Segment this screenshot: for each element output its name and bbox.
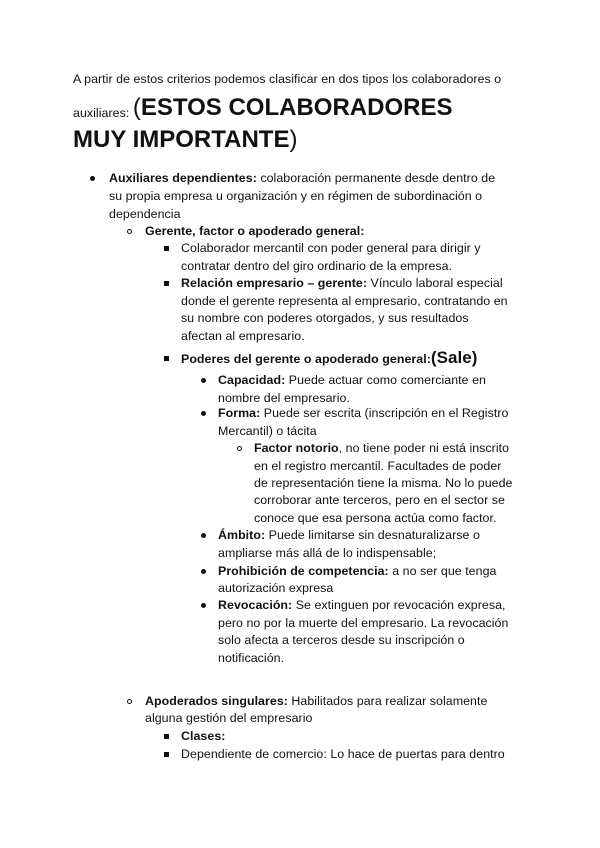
gerente-item2-line-1 (181, 275, 503, 291)
capacidad-text-1: Puede actuar como comerciante en (285, 373, 486, 387)
intro-auxiliares: auxiliares: (73, 106, 130, 120)
heading-part-2: MUY IMPORTANTE (73, 126, 290, 153)
bullet-dot (201, 411, 206, 416)
gerente-item2-line-3: su nombre con poderes otorgados, y sus resultados (181, 311, 469, 325)
relacion-title: Relación empresario – gerente: (181, 276, 368, 290)
gerente-item2-line-2: donde el gerente representa al empresario, contratando en (181, 294, 508, 308)
singulares-line-2: alguna gestión del empresario (145, 711, 313, 725)
bullet-square (164, 281, 169, 286)
revocacion-line-3: solo afecta a terceros desde su inscripción o (218, 633, 465, 647)
factor-line-5: conoce que esa persona actúa como factor. (254, 511, 497, 525)
gerente-title: Gerente, factor o apoderado general: (145, 224, 365, 238)
revocacion-line-1 (218, 597, 506, 613)
gerente-item2-line-4: afectan al empresario. (181, 329, 305, 343)
ambito-line-2: ampliarse más allá de lo indispensable; (218, 546, 437, 560)
ambito-title: Ámbito: (218, 528, 266, 542)
intro-line-1: A partir de estos criterios podemos clasificar en dos tipos los colaboradores o (73, 72, 502, 86)
dependientes-line-1 (109, 170, 495, 186)
bullet-circle (237, 446, 242, 451)
dependientes-line-3: dependencia (109, 207, 181, 221)
clases-title: Clases: (181, 729, 226, 743)
ambito-line-1 (218, 527, 480, 543)
heading-paren-close: ) (289, 126, 298, 153)
factor-line-1 (254, 440, 509, 456)
factor-line-2: en el registro mercantil. Facultades de poder (254, 459, 502, 473)
prohibicion-text-1: a no ser que tenga (388, 564, 497, 578)
revocacion-line-4: notificación. (218, 651, 285, 665)
prohibicion-title: Prohibición de competencia: (218, 564, 389, 578)
gerente-item1-line-2: contratar dentro del giro ordinario de la empresa. (181, 259, 453, 273)
revocacion-line-2: pero no por la muerte del empresario. La revocación (218, 616, 509, 630)
forma-text-1: Puede ser escrita (inscripción en el Registro (260, 406, 509, 420)
dependientes-title: Auxiliares dependientes: (109, 171, 257, 185)
poderes-title: Poderes del gerente o apoderado general: (181, 352, 431, 366)
intro-line-2 (73, 93, 452, 128)
bullet-circle (127, 229, 132, 234)
bullet-circle (127, 699, 132, 704)
capacidad-line-1 (218, 372, 486, 388)
bullet-dot (201, 603, 206, 608)
ambito-text-1: Puede limitarse sin desnaturalizarse o (265, 528, 480, 542)
gerente-item3-line (181, 347, 477, 370)
bullet-dot (201, 533, 206, 538)
forma-line-1 (218, 405, 508, 421)
bullet-dot (201, 378, 206, 383)
prohibicion-line-1 (218, 563, 496, 579)
singulares-title: Apoderados singulares: (145, 694, 288, 708)
bullet-dot (90, 176, 95, 181)
capacidad-line-2: nombre del empresario. (218, 391, 350, 405)
heading-paren-open: ( (132, 94, 141, 121)
factor-line-3: de representación tiene la misma. No lo puede (254, 476, 513, 490)
factor-title: Factor notorio (254, 441, 339, 455)
relacion-text-1: Vínculo laboral especial (367, 276, 503, 290)
revocacion-text-1: Se extinguen por revocación expresa, (292, 598, 506, 612)
bullet-square (164, 356, 169, 361)
revocacion-title: Revocación: (218, 598, 293, 612)
bullet-dot (201, 569, 206, 574)
bullet-square (164, 734, 169, 739)
capacidad-title: Capacidad: (218, 373, 286, 387)
heading-part-1: ESTOS COLABORADORES (140, 94, 453, 121)
bullet-square (164, 752, 169, 757)
forma-title: Forma: (218, 406, 261, 420)
factor-text-1: , no tiene poder ni está inscrito (338, 441, 510, 455)
prohibicion-line-2: autorización expresa (218, 581, 334, 595)
forma-line-2: Mercantil) o tácita (218, 424, 317, 438)
dependientes-line-2: su propia empresa u organización y en régimen de subordinación o (109, 189, 483, 203)
factor-line-4: corroborar ante terceros, pero en el sector se (254, 493, 505, 507)
heading-line-2 (73, 125, 298, 158)
singulares-text-1: Habilitados para realizar solamente (287, 694, 488, 708)
sale-tag: (Sale) (430, 348, 478, 367)
singulares-line-1 (145, 693, 487, 709)
gerente-item1-line-1: Colaborador mercantil con poder general para dirigir y (181, 241, 481, 255)
bullet-square (164, 246, 169, 251)
dependiente-comercio-line: Dependiente de comercio: Lo hace de puertas para dentro (181, 747, 505, 761)
dependientes-text-1: colaboración permanente desde dentro de (256, 171, 496, 185)
